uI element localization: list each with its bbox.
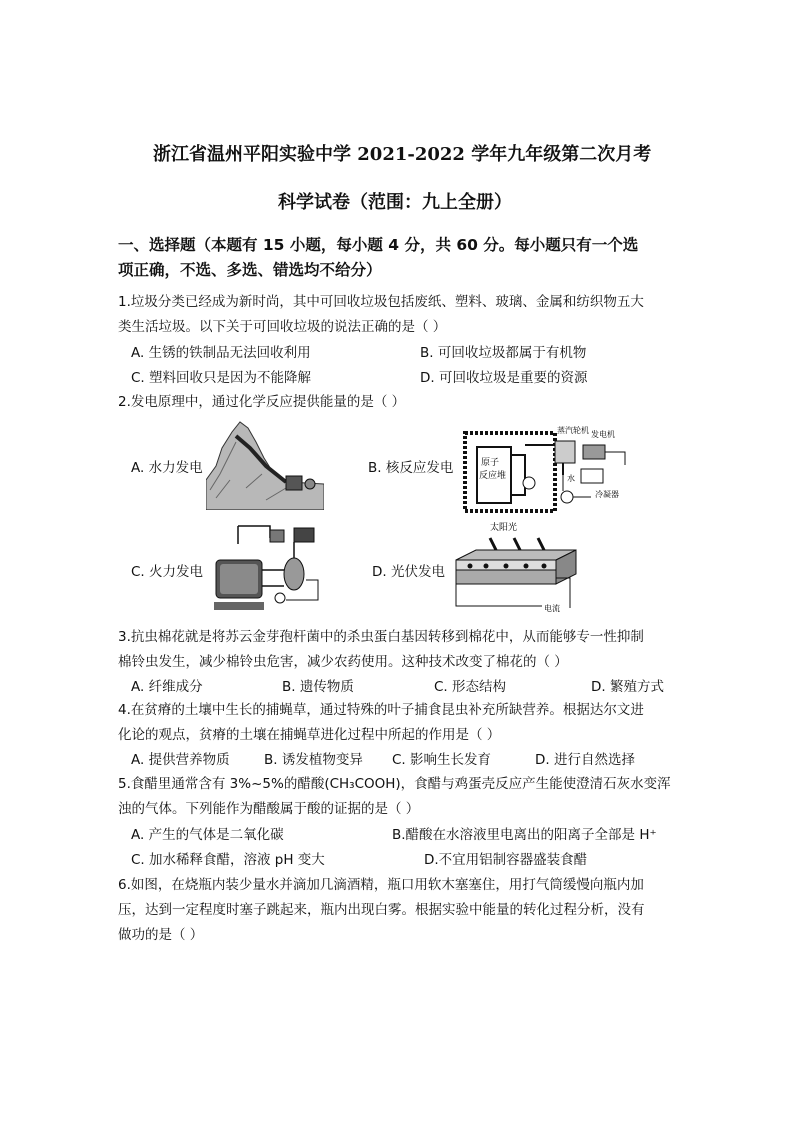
q2-option-d: D. 光伏发电 [372,564,445,580]
page-subtitle: 科学试卷（范围：九上全册） [278,192,512,213]
q3-stem-line1: 3.抗虫棉花就是将苏云金芽孢杆菌中的杀虫蛋白基因转移到棉花中，从而能够专一性抑制 [118,629,644,645]
q5-option-b: B.醋酸在水溶液里电离出的阳离子全部是 H⁺ [392,827,657,843]
q3-option-a: A. 纤维成分 [131,679,203,695]
thermal-power-diagram [210,520,322,612]
section-heading-line1: 一、选择题（本题有 15 小题，每小题 4 分，共 60 分。每小题只有一个选 [118,236,639,254]
generator-label: 发电机 [591,430,615,439]
water-label: 水 [567,474,575,483]
q1-option-c: C. 塑料回收只是因为不能降解 [131,370,312,386]
section-heading-line2: 项正确，不选、多选、错选均不给分） [118,261,382,279]
hydropower-diagram [206,418,324,510]
q3-option-c: C. 形态结构 [434,679,507,695]
q1-option-d: D. 可回收垃圾是重要的资源 [420,370,588,386]
q4-option-c: C. 影响生长发育 [392,752,492,768]
q4-option-b: B. 诱发植物变异 [264,752,363,768]
sunlight-label: 太阳光 [490,523,518,533]
turbine-label: 蒸汽轮机 [557,426,589,435]
current-label: 电流 [544,604,560,613]
q5-stem-line2: 浊的气体。下列能作为醋酸属于酸的证据的是（ ） [118,801,420,817]
q2-option-c: C. 火力发电 [131,564,204,580]
page-title: 浙江省温州平阳实验中学 2021-2022 学年九年级第二次月考 [153,144,652,165]
q2-option-b: B. 核反应发电 [368,460,454,476]
q1-option-a: A. 生锈的铁制品无法回收利用 [131,345,311,361]
q6-stem-line1: 6.如图，在烧瓶内装少量水并滴加几滴酒精，瓶口用软木塞塞住，用打气筒缓慢向瓶内加 [118,877,644,893]
q5-stem-line1: 5.食醋里通常含有 3%~5%的醋酸(CH₃COOH)，食醋与鸡蛋壳反应产生能使澄清石灰水变浑 [118,776,671,792]
q4-option-a: A. 提供营养物质 [131,752,230,768]
q5-option-d: D.不宜用铝制容器盛装食醋 [424,852,588,868]
reactor-label-2: 反应堆 [479,471,507,481]
q4-option-d: D. 进行自然选择 [535,752,635,768]
q1-stem-line1: 1.垃圾分类已经成为新时尚，其中可回收垃圾包括废纸、塑料、玻璃、金属和纺织物五大 [118,294,644,310]
q1-stem-line2: 类生活垃圾。以下关于可回收垃圾的说法正确的是（ ） [118,319,447,335]
q3-stem-line2: 棉铃虫发生，减少棉铃虫危害，减少农药使用。这种技术改变了棉花的（ ） [118,654,568,670]
q2-option-a: A. 水力发电 [131,460,203,476]
photovoltaic-diagram [452,520,584,614]
reactor-label-1: 原子 [481,458,500,468]
nuclear-power-diagram [463,425,633,515]
q3-option-b: B. 遗传物质 [282,679,354,695]
condenser-label: 冷凝器 [595,490,619,499]
q5-option-c: C. 加水稀释食醋，溶液 pH 变大 [131,852,325,868]
q2-stem: 2.发电原理中，通过化学反应提供能量的是（ ） [118,394,406,410]
q4-stem-line1: 4.在贫瘠的土壤中生长的捕蝇草，通过特殊的叶子捕食昆虫补充所缺营养。根据达尔文进 [118,702,644,718]
q5-option-a: A. 产生的气体是二氧化碳 [131,827,284,843]
q6-stem-line3: 做功的是（ ） [118,927,204,943]
q1-option-b: B. 可回收垃圾都属于有机物 [420,345,587,361]
q3-option-d: D. 繁殖方式 [591,679,664,695]
q6-stem-line2: 压，达到一定程度时塞子跳起来，瓶内出现白雾。根据实验中能量的转化过程分析，没有 [118,902,645,918]
q4-stem-line2: 化论的观点，贫瘠的土壤在捕蝇草进化过程中所起的作用是（ ） [118,727,501,743]
